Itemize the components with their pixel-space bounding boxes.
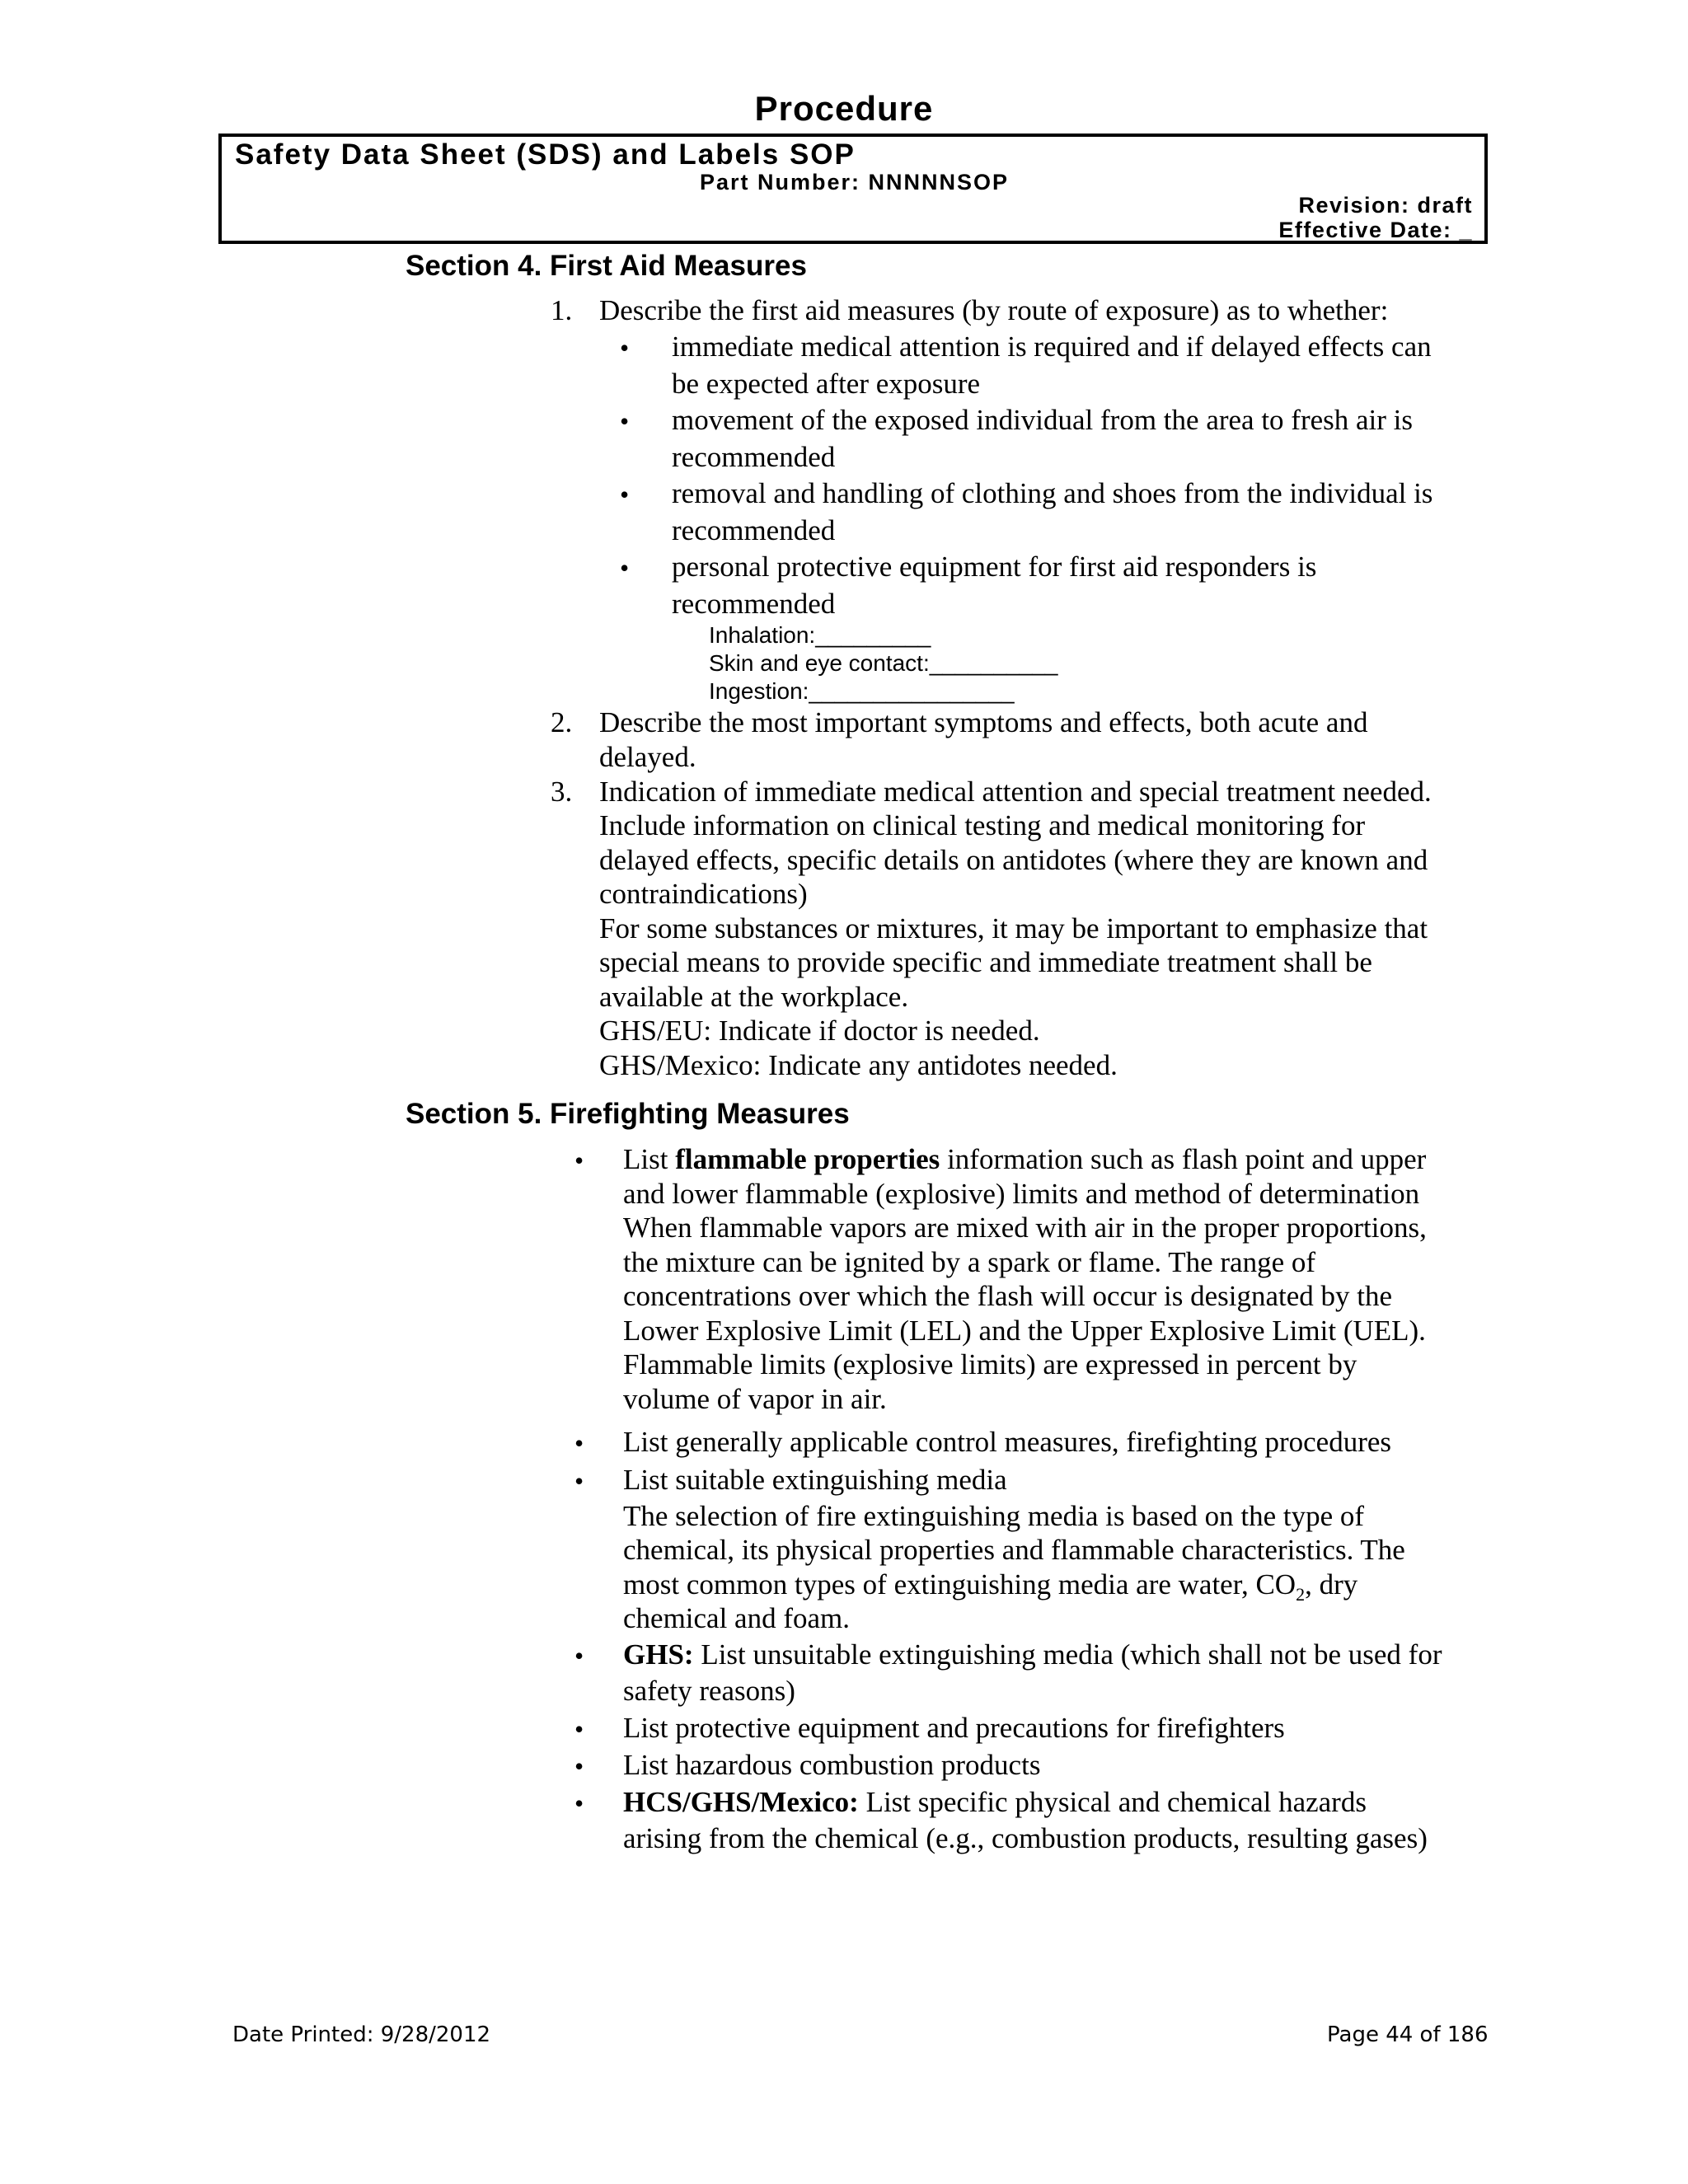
item-3-text: For some substances or mixtures, it may be important to emphasize that [599, 912, 1428, 944]
bullet-text: removal and handling of clothing and shoes from the individual is [672, 477, 1433, 509]
bullet-dot: • [574, 1641, 584, 1671]
item-3-text: special means to provide specific and immediate treatment shall be [599, 946, 1372, 978]
bullet-dot: • [574, 1466, 584, 1496]
bullet-text: The selection of fire extinguishing media is based on the type of [623, 1500, 1365, 1532]
bullet-text: Lower Explosive Limit (LEL) and the Upper Explosive Limit (UEL). [623, 1315, 1426, 1347]
ingestion-field: Ingestion:________________ [709, 678, 1015, 704]
bullet-dot: • [574, 1714, 584, 1744]
date-printed: Date Printed: 9/28/2012 [232, 2022, 491, 2047]
document-title: Procedure [754, 89, 934, 128]
bullet-text: When flammable vapors are mixed with air in the proper proportions, [623, 1212, 1427, 1244]
item-2-text: Describe the most important symptoms and effects, both acute and [599, 706, 1368, 738]
item-3-number: 3. [551, 776, 573, 808]
bullet-text: List suitable extinguishing media [623, 1464, 1007, 1496]
bullet-text: volume of vapor in air. [623, 1383, 887, 1415]
item-1-number: 1. [551, 294, 573, 326]
bullet-text: chemical and foam. [623, 1602, 851, 1634]
bullet-dot: • [574, 1751, 584, 1781]
bullet-dot: • [620, 333, 630, 363]
bullet-text: recommended [672, 441, 836, 473]
bullet-dot: • [574, 1428, 584, 1458]
bullet-text: most common types of extinguishing media are water, $CO_2$, dry [623, 1568, 1358, 1605]
bullet-text: concentrations over which the flash will occur is designated by the [623, 1280, 1393, 1312]
item-3-text: GHS/EU: Indicate if doctor is needed. [599, 1015, 1040, 1047]
inhalation-field: Inhalation:_________ [709, 622, 931, 648]
section-4-heading: Section 4. First Aid Measures [406, 250, 807, 282]
page-number: Page 44 of 186 [1327, 2022, 1489, 2047]
bullet-text: movement of the exposed individual from the area to fresh air is [672, 404, 1414, 436]
item-3-text: delayed effects, specific details on antidotes (where they are known and [599, 844, 1428, 876]
bullet-text: List hazardous combustion products [623, 1749, 1041, 1781]
bullet-text: HCS/GHS/Mexico: List specific physical and chemical hazards [623, 1786, 1367, 1818]
bullet-text: personal protective equipment for first aid responders is [672, 551, 1317, 583]
effective-date: Effective Date: _ [1278, 218, 1473, 242]
section-5-heading: Section 5. Firefighting Measures [406, 1098, 850, 1130]
item-2-text: delayed. [599, 741, 696, 773]
bullet-text: chemical, its physical properties and flammable characteristics. The [623, 1534, 1405, 1566]
item-3-text: Include information on clinical testing and medical monitoring for [599, 809, 1366, 841]
bullet-text: Flammable limits (explosive limits) are expressed in percent by [623, 1348, 1357, 1380]
revision: Revision: draft [1298, 193, 1473, 218]
item-3-text: contraindications) [599, 878, 808, 910]
bullet-text: safety reasons) [623, 1675, 795, 1707]
bullet-text: GHS: List unsuitable extinguishing media (which shall not be used for [623, 1638, 1442, 1671]
item-1-text: Describe the first aid measures (by route of exposure) as to whether: [599, 294, 1389, 326]
bullet-text: List flammable properties information such as flash point and upper [623, 1143, 1427, 1175]
bullet-text: immediate medical attention is required and if delayed effects can [672, 330, 1432, 363]
item-3-text: Indication of immediate medical attention and special treatment needed. [599, 776, 1432, 808]
skin-eye-contact-field: Skin and eye contact:__________ [709, 650, 1058, 676]
item-3-text: available at the workplace. [599, 981, 909, 1013]
bullet-dot: • [574, 1146, 584, 1175]
item-2-number: 2. [551, 706, 573, 738]
bullet-dot: • [620, 553, 630, 583]
bullet-text: arising from the chemical (e.g., combustion products, resulting gases) [623, 1822, 1428, 1854]
bullet-text: List protective equipment and precautions for firefighters [623, 1712, 1285, 1744]
bullet-dot: • [620, 480, 630, 509]
bullet-text: be expected after exposure [672, 368, 981, 400]
bullet-text: the mixture can be ignited by a spark or flame. The range of [623, 1246, 1316, 1278]
part-number: Part Number: NNNNNSOP [700, 170, 1010, 194]
item-3-text: GHS/Mexico: Indicate any antidotes needed. [599, 1049, 1118, 1081]
bullet-dot: • [574, 1788, 584, 1818]
bullet-text: recommended [672, 588, 836, 620]
bullet-text: recommended [672, 514, 836, 546]
header-box [218, 134, 1488, 244]
bullet-dot: • [620, 406, 630, 436]
bullet-text: List generally applicable control measures, firefighting procedures [623, 1426, 1392, 1458]
sop-title: Safety Data Sheet (SDS) and Labels SOP [235, 138, 856, 171]
bullet-text: and lower flammable (explosive) limits and method of determination [623, 1178, 1420, 1210]
